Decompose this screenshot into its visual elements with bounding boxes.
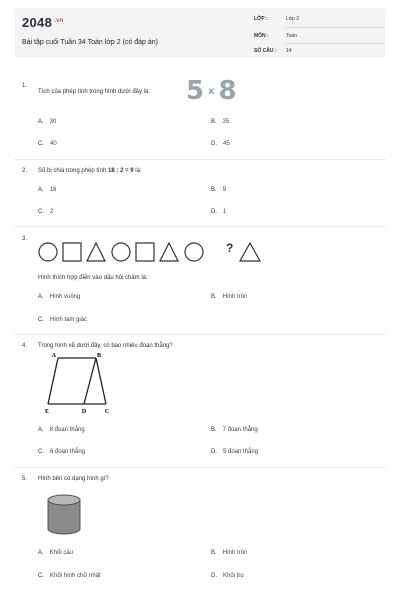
triangle-shape: [240, 243, 260, 261]
option-c[interactable]: C. 2: [38, 209, 54, 215]
option-a[interactable]: A. Hình vuông: [38, 294, 81, 300]
question-number: 3.: [22, 236, 28, 242]
label-b: B: [97, 353, 102, 359]
question-number: 5.: [22, 476, 28, 482]
option-c[interactable]: C. Hình tam giác: [38, 317, 88, 323]
option-c[interactable]: C. 6 đoạn thẳng: [38, 449, 86, 455]
label-c: C: [104, 409, 110, 415]
question-number: 2.: [22, 168, 28, 174]
question-mark: ?: [226, 241, 234, 255]
question-text: Trong hình vẽ dưới đây, có bao nhiêu đoạn thẳng?: [38, 343, 173, 349]
option-d[interactable]: D. 1: [211, 209, 227, 215]
triangle-shape: [160, 243, 178, 261]
site-logo[interactable]: 2048 $^{.vn}$: [22, 15, 64, 30]
square-shape: [63, 243, 81, 261]
option-d[interactable]: D. 5 đoạn thẳng: [211, 449, 259, 455]
option-a[interactable]: A. Khối cầu: [38, 550, 74, 556]
option-a[interactable]: A. 18: [38, 187, 57, 193]
cylinder-figure: [46, 494, 82, 536]
option-b[interactable]: B. Hình tròn: [211, 294, 248, 300]
label-a: A: [51, 353, 56, 359]
option-c[interactable]: C. Khối hình chữ nhật: [38, 573, 101, 579]
option-c[interactable]: C. 40: [38, 141, 57, 147]
square-shape: [136, 243, 154, 261]
question-number: 4.: [22, 343, 28, 349]
option-d[interactable]: D. Khối trụ: [211, 573, 244, 579]
circle-shape: [185, 243, 203, 261]
circle-shape: [112, 243, 130, 261]
question-text: Hình bên có dạng hình gì?: [38, 476, 109, 482]
triangle-shape: [87, 243, 105, 261]
question-text: Tích của phép tính trong hình dưới đây là:: [38, 89, 151, 95]
option-a[interactable]: A. 30: [38, 119, 57, 125]
label-e: E: [44, 409, 50, 415]
option-b[interactable]: B. 35: [211, 119, 230, 125]
label-d: D: [81, 409, 87, 415]
segment-figure: [38, 350, 118, 416]
option-b[interactable]: B. 9: [211, 187, 227, 193]
question-text: Số bị chia trong phép tính 18 : 2 = 9 là:: [38, 168, 142, 174]
circle-shape: [39, 243, 57, 261]
option-a[interactable]: A. 8 đoạn thẳng: [38, 427, 85, 433]
document-title: Bài tập cuối Tuần 34 Toán lớp 2 (có đáp án): [22, 39, 158, 46]
option-b[interactable]: B. Hình tròn: [211, 550, 248, 556]
question-text: Hình thích hợp điền vào dấu hỏi chấm là:: [38, 275, 148, 281]
option-b[interactable]: B. 7 đoạn thẳng: [211, 427, 258, 433]
question-number: 1.: [22, 83, 28, 89]
option-d[interactable]: D. 45: [211, 141, 230, 147]
document-header: 2048 $^{.vn}$ Bài tập cuối Tuần 34 Toán lớp 2 (có đáp án) LỚP : Lớp 2 MÔN : Toán SỐ CÂU : 14: [14, 8, 386, 58]
multiplication-figure: 5 x 8: [186, 76, 238, 106]
